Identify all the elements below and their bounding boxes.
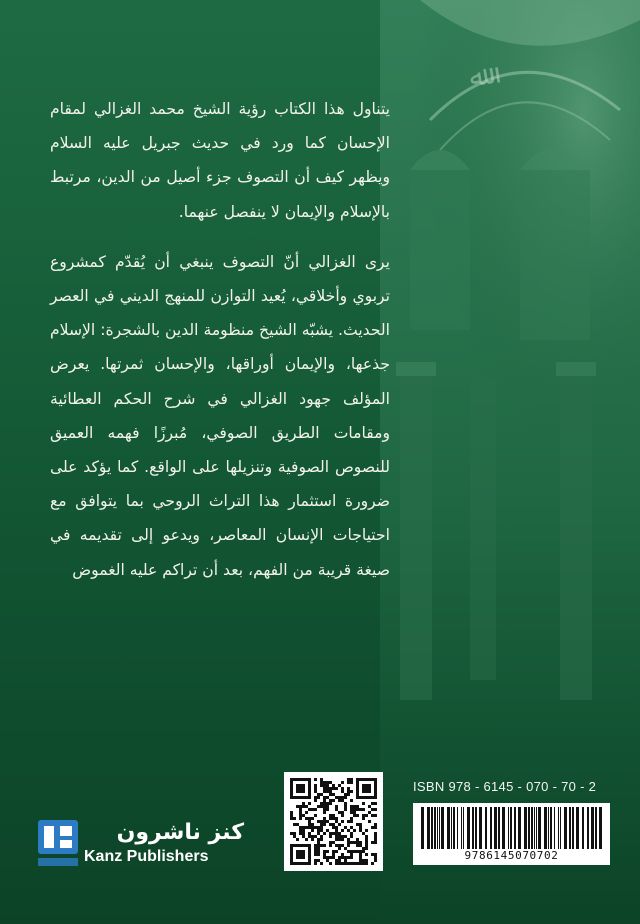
qr-code bbox=[284, 772, 383, 871]
publisher-name-ar: كنز ناشرون bbox=[116, 820, 244, 845]
description-paragraph-1: يتناول هذا الكتاب رؤية الشيخ محمد الغزالي لمقام الإحسان كما ورد في حديث جبريل عليه السلام ويظهر كيف أن التصوف جزء أصيل من الدين، مرتبط بالإسلام والإيمان لا ينفصل عنهما. bbox=[50, 100, 390, 221]
barcode-digits: 9786145070702 bbox=[464, 849, 559, 862]
qr-code-pattern bbox=[284, 772, 383, 871]
publisher-logo bbox=[36, 816, 246, 876]
isbn-label: ISBN 978 - 6145 - 070 - 70 - 2 bbox=[413, 779, 597, 794]
isbn-barcode bbox=[413, 803, 610, 865]
publisher-name-en: Kanz Publishers bbox=[84, 848, 209, 865]
svg-text:ﷲ: ﷲ bbox=[467, 61, 487, 94]
book-description bbox=[50, 92, 390, 587]
barcode-bars bbox=[413, 803, 610, 853]
description-paragraph-2: يرى الغزالي أنّ التصوف ينبغي أن يُقدّم كمشروع تربوي وأخلاقي، يُعيد التوازن للمنهج الديني في العصر الحديث. يشبّه الشيخ منظومة الدين بالشجرة: الإسلام جذعها، والإيمان أوراقها، والإحسان ثمرتها. يعرض المؤلف جهود الغزالي في شرح الحكم العطائية ومقامات الطريق الصوفي، مُبرزًا فهمه العميق للنصوص الصوفية وتنزيلها على الواقع. كما يؤكد على ضرورة استثمار هذا التراث الروحي بما يتوافق مع احتياجات الإنسان المعاصر، ويدعو إلى تقديمه في صيغة قريبة من الفهم، بعد أن تراكم عليه الغموض bbox=[50, 252, 390, 579]
publisher-emblem-icon bbox=[36, 816, 80, 874]
